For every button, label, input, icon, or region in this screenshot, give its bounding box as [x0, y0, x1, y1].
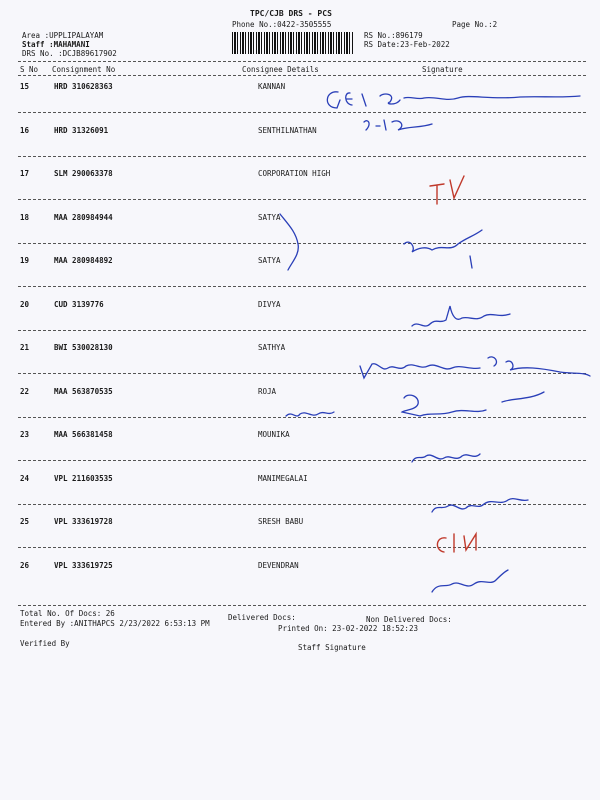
signature-stroke [432, 570, 508, 592]
delivered-docs: Delivered Docs: [228, 613, 296, 622]
consignment-number: MAA 566381458 [54, 430, 113, 439]
rs-number: RS No.:896179 [364, 31, 423, 40]
signature-stroke [327, 92, 580, 108]
row-serial-number: 26 [20, 560, 30, 570]
consignee-name: KANNAN [258, 82, 286, 91]
column-header-consignee: Consignee Details [242, 65, 319, 74]
row-serial-number: 20 [20, 299, 30, 309]
signature-stroke [437, 534, 476, 552]
area-label: Area :UPPLIPALAYAM [22, 31, 104, 40]
consignee-name: SENTHILNATHAN [258, 125, 317, 135]
row-serial-number: 17 [20, 169, 30, 178]
consignment-number: MAA 563870535 [54, 386, 113, 396]
document-title: TPC/CJB DRS - PCS [250, 9, 332, 18]
consignment-number: VPL 333619725 [54, 560, 113, 570]
row-serial-number: 18 [20, 212, 30, 222]
signature-stroke [404, 230, 482, 268]
consignment-number: VPL 211603535 [54, 473, 113, 483]
consignee-name: SATYA [258, 256, 281, 265]
consignee-name: SATYA [258, 212, 281, 222]
column-header-sno: S No [20, 65, 39, 74]
consignment-number: MAA 280984944 [54, 212, 113, 222]
phone-number: Phone No.:0422-3505555 [232, 20, 332, 29]
row-serial-number: 19 [20, 256, 30, 265]
consignment-number: MAA 280984892 [54, 256, 113, 265]
row-serial-number: 16 [20, 125, 30, 135]
row-serial-number: 15 [20, 82, 30, 91]
drs-number: DRS No. :DCJB89617902 [22, 49, 117, 58]
staff-label: Staff :MAHAMANI [22, 40, 90, 49]
verified-by: Verified By [20, 639, 70, 648]
consignee-name: DEVENDRAN [258, 560, 299, 570]
signature-stroke [430, 176, 464, 204]
signature-stroke [360, 357, 590, 378]
consignment-number: VPL 333619728 [54, 517, 113, 526]
column-header-signature: Signature [422, 65, 463, 74]
non-delivered-docs: Non Delivered Docs: [366, 615, 452, 624]
row-serial-number: 24 [20, 473, 30, 483]
consignment-number: HRD 310628363 [54, 82, 113, 91]
consignee-name: MOUNIKA [258, 430, 290, 439]
signature-stroke [412, 306, 510, 326]
signature-stroke [412, 454, 480, 462]
printed-on: Printed On: 23-02-2022 18:52:23 [278, 624, 418, 633]
signature-stroke [432, 499, 528, 512]
signature-stroke [280, 214, 298, 270]
staff-signature-label: Staff Signature [298, 643, 366, 652]
consignment-number: SLM 290063378 [54, 169, 113, 178]
row-serial-number: 25 [20, 517, 30, 526]
consignee-name: SATHYA [258, 343, 286, 352]
row-serial-number: 23 [20, 430, 30, 439]
column-header-consignment: Consignment No [52, 65, 116, 74]
signature-stroke [364, 120, 432, 130]
consignee-name: MANIMEGALAI [258, 473, 308, 483]
consignee-name: ROJA [258, 386, 277, 396]
row-serial-number: 21 [20, 343, 30, 352]
total-docs: Total No. Of Docs: 26 [20, 609, 115, 618]
consignment-number: BWI 530028130 [54, 343, 113, 352]
signature-stroke [402, 392, 544, 416]
entered-by: Entered By :ANITHAPCS 2/23/2022 6:53:13 PM [20, 619, 210, 628]
consignee-name: DIVYA [258, 299, 281, 309]
consignee-name: CORPORATION HIGH [258, 169, 331, 178]
consignment-number: HRD 31326091 [54, 125, 109, 135]
rs-date: RS Date:23-Feb-2022 [364, 40, 450, 49]
consignee-name: SRESH BABU [258, 517, 304, 526]
page-number: Page No.:2 [452, 20, 498, 29]
consignment-number: CUD 3139776 [54, 299, 104, 309]
row-serial-number: 22 [20, 386, 30, 396]
signature-stroke [286, 412, 334, 416]
